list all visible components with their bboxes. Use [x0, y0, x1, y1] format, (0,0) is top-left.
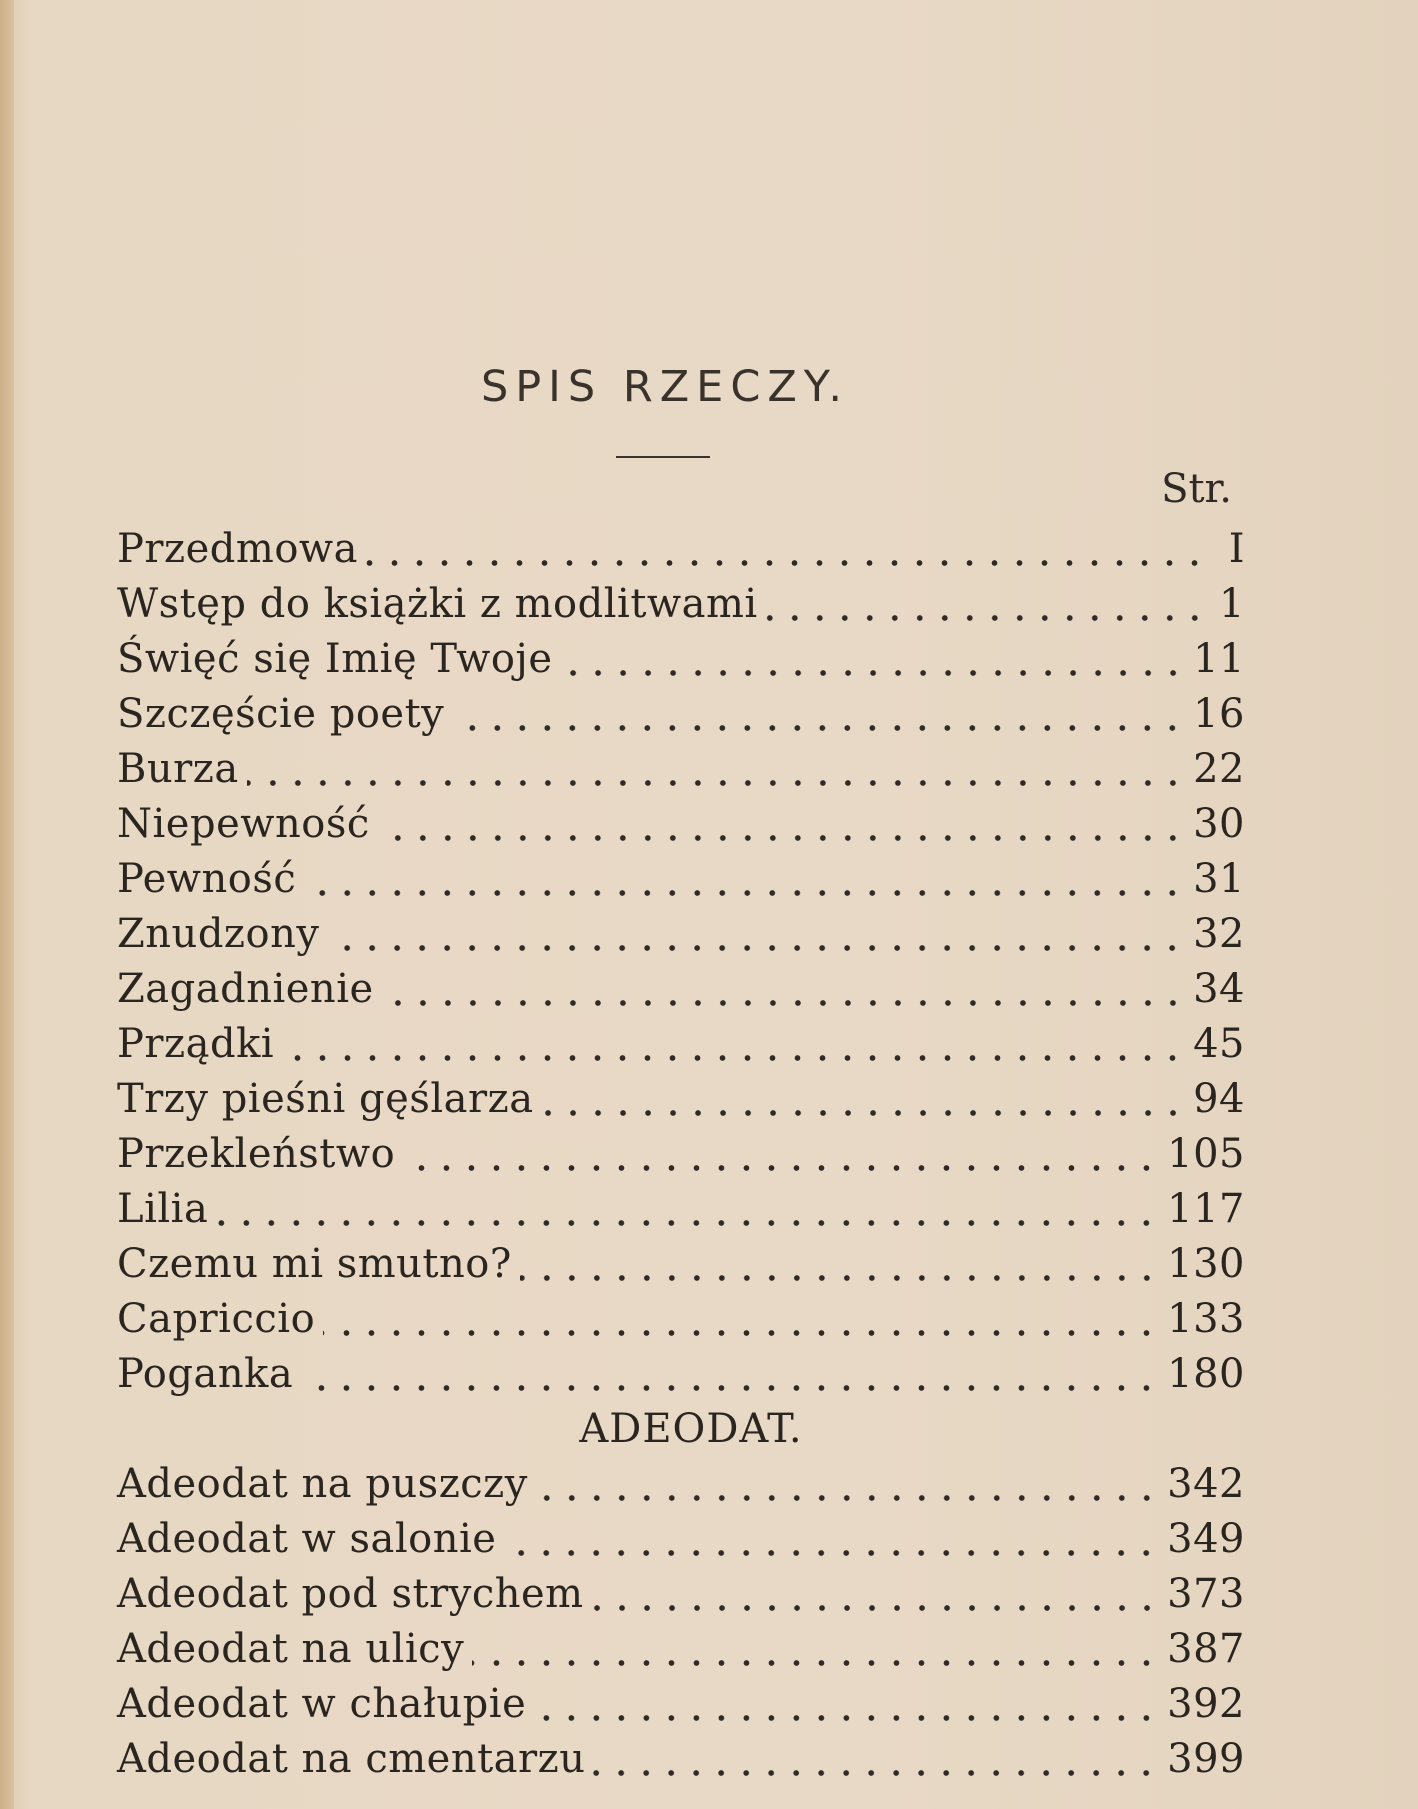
toc-entry — [117, 1076, 1245, 1131]
section-heading: ADEODAT. — [579, 1406, 803, 1452]
toc-entry-title: Burza — [117, 746, 239, 792]
toc-entry — [117, 526, 1245, 581]
dot-leader — [592, 1603, 1160, 1613]
toc-entry — [117, 691, 1245, 746]
toc-entry-page: 45 — [1193, 1021, 1245, 1067]
toc-entry-page: I — [1228, 526, 1245, 572]
toc-entry-page: 133 — [1167, 1296, 1245, 1342]
toc-entry-page: 130 — [1167, 1241, 1245, 1287]
dot-leader — [504, 1548, 1159, 1558]
toc-entry — [117, 966, 1245, 1021]
toc-entry-title: Adeodat na ulicy — [117, 1626, 465, 1672]
dot-leader — [452, 723, 1185, 733]
toc-entry — [117, 1461, 1245, 1516]
dot-leader — [766, 613, 1207, 623]
toc-entry-page: 22 — [1193, 746, 1245, 792]
toc-entry-title: Niepewność — [117, 801, 370, 847]
toc-section-list — [117, 1461, 1245, 1791]
toc-entry-title: Adeodat na puszczy — [117, 1461, 528, 1507]
dot-leader — [282, 1053, 1185, 1063]
toc-entry — [117, 746, 1245, 801]
dot-leader — [304, 888, 1185, 898]
toc-entry — [117, 1241, 1245, 1296]
toc-entry-page: 117 — [1167, 1186, 1245, 1232]
dot-leader — [472, 1658, 1159, 1668]
toc-entry-title: Przedmowa — [117, 526, 358, 572]
toc-entry-page: 11 — [1193, 636, 1245, 682]
toc-entry — [117, 801, 1245, 856]
toc-entry-title: Prządki — [117, 1021, 275, 1067]
toc-entry-title: Czemu mi smutno? — [117, 1241, 512, 1287]
toc-entry — [117, 636, 1245, 691]
toc-entry-page: 180 — [1167, 1351, 1245, 1397]
page-edge — [0, 0, 14, 1809]
title-divider — [616, 456, 710, 458]
toc-entry-title: Pewność — [117, 856, 297, 902]
toc-entry-title: Święć się Imię Twoje — [117, 636, 553, 682]
dot-leader — [542, 1108, 1186, 1118]
toc-entry-page: 387 — [1167, 1626, 1245, 1672]
toc-entry-page: 34 — [1193, 966, 1245, 1012]
dot-leader — [561, 668, 1186, 678]
dot-leader — [378, 833, 1185, 843]
toc-entry-page: 373 — [1167, 1571, 1245, 1617]
dot-leader — [382, 998, 1185, 1008]
toc-entry — [117, 1736, 1245, 1791]
toc-entry-title: Adeodat w salonie — [117, 1516, 497, 1562]
toc-entry-title: Szczęście poety — [117, 691, 445, 737]
dot-leader — [323, 1328, 1159, 1338]
dot-leader — [301, 1383, 1159, 1393]
toc-entry-page: 32 — [1193, 911, 1245, 957]
toc-entry-page: 399 — [1167, 1736, 1245, 1782]
toc-entry-title: Poganka — [117, 1351, 294, 1397]
toc-entry-page: 31 — [1193, 856, 1245, 902]
dot-leader — [593, 1768, 1159, 1778]
toc-entry-title: Capriccio — [117, 1296, 316, 1342]
toc-entry-title: Adeodat pod strychem — [117, 1571, 584, 1617]
page-column-label: Str. — [1161, 466, 1232, 512]
toc-entry-title: Lilia — [117, 1186, 209, 1232]
toc-entry — [117, 1021, 1245, 1076]
toc-entry-title: Trzy pieśni gęślarza — [117, 1076, 534, 1122]
toc-entry — [117, 581, 1245, 636]
dot-leader — [366, 558, 1207, 568]
toc-entry-title: Zagadnienie — [117, 966, 374, 1012]
toc-entry-page: 1 — [1219, 581, 1245, 627]
dot-leader — [327, 943, 1185, 953]
toc-entry-title: Adeodat w chałupie — [117, 1681, 527, 1727]
toc-entry — [117, 1571, 1245, 1626]
toc-entry — [117, 1186, 1245, 1241]
toc-entry-page: 94 — [1193, 1076, 1245, 1122]
toc-entry-title: Adeodat na cmentarzu — [117, 1736, 586, 1782]
toc-entry — [117, 1626, 1245, 1681]
toc-entry — [117, 911, 1245, 966]
dot-leader — [403, 1163, 1159, 1173]
toc-entry-page: 392 — [1167, 1681, 1245, 1727]
dot-leader — [216, 1218, 1159, 1228]
toc-entry-page: 105 — [1167, 1131, 1245, 1177]
toc-entry-page: 16 — [1193, 691, 1245, 737]
dot-leader — [536, 1493, 1159, 1503]
toc-entry-title: Przekleństwo — [117, 1131, 396, 1177]
toc-entry — [117, 1296, 1245, 1351]
dot-leader — [534, 1713, 1159, 1723]
toc-entry-title: Znudzony — [117, 911, 320, 957]
table-of-contents — [117, 526, 1245, 1791]
dot-leader — [520, 1273, 1159, 1283]
toc-entry-title: Wstęp do książki z modlitwami — [117, 581, 758, 627]
toc-entry — [117, 1516, 1245, 1571]
toc-entry-page: 342 — [1167, 1461, 1245, 1507]
toc-entry — [117, 1351, 1245, 1406]
toc-entry-page: 30 — [1193, 801, 1245, 847]
page-title: SPIS RZECZY. — [480, 362, 850, 412]
toc-entry-page: 349 — [1167, 1516, 1245, 1562]
dot-leader — [247, 778, 1185, 788]
toc-entry — [117, 1681, 1245, 1736]
toc-entry — [117, 1131, 1245, 1186]
toc-main-list — [117, 526, 1245, 1406]
toc-entry — [117, 856, 1245, 911]
